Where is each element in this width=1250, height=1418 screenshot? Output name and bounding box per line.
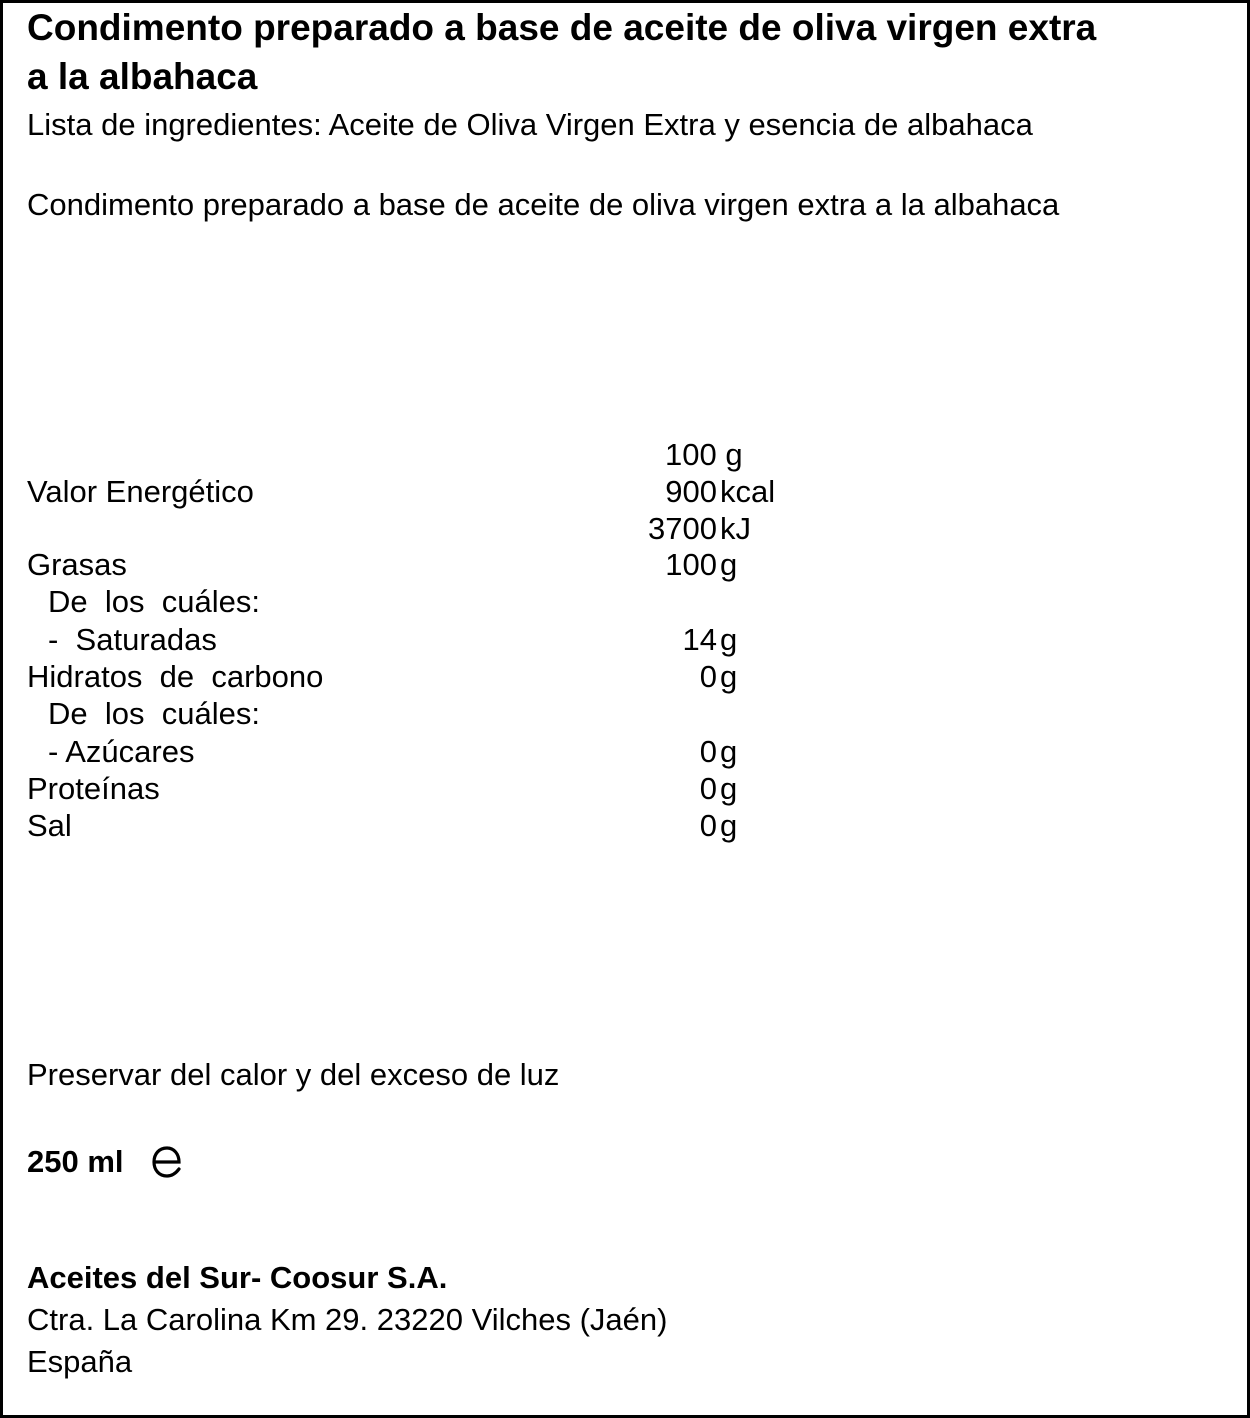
ingredients-list: Lista de ingredientes: Aceite de Oliva Virgen Extra y esencia de albahaca <box>27 107 1033 142</box>
carbs-label: Hidratos de carbono <box>27 659 324 694</box>
fat-value: 100 <box>665 547 717 582</box>
net-volume: 250 ml <box>27 1144 124 1179</box>
energy-kj-unit: kJ <box>720 511 751 546</box>
carbs-value: 0 <box>699 659 717 694</box>
protein-unit: g <box>720 771 738 806</box>
salt-label: Sal <box>27 808 72 843</box>
nutrition-header: 100 g <box>665 437 743 472</box>
company-address: Ctra. La Carolina Km 29. 23220 Vilches (Jaén) <box>27 1302 668 1337</box>
company-country: España <box>27 1344 133 1379</box>
product-title-line2: a la albahaca <box>27 56 258 97</box>
energy-kcal-value: 900 <box>665 474 717 509</box>
energy-kcal-unit: kcal <box>720 474 776 509</box>
fat-label: Grasas <box>27 547 127 582</box>
protein-label: Proteínas <box>27 771 160 806</box>
fat-unit: g <box>720 547 738 582</box>
sugars-unit: g <box>720 734 738 769</box>
carbs-unit: g <box>720 659 738 694</box>
sugars-value: 0 <box>699 734 717 769</box>
energy-kj-value: 3700 <box>648 511 717 546</box>
saturated-unit: g <box>720 622 738 657</box>
salt-value: 0 <box>699 808 717 843</box>
saturated-value: 14 <box>682 622 717 657</box>
sugars-label: - Azúcares <box>48 734 195 769</box>
product-title-line1: Condimento preparado a base de aceite de oliva virgen extra <box>27 7 1097 48</box>
estimated-sign-icon <box>149 1144 185 1180</box>
fat-sub-label: De los cuáles: <box>48 584 260 619</box>
protein-value: 0 <box>699 771 717 806</box>
salt-unit: g <box>720 808 738 843</box>
product-description: Condimento preparado a base de aceite de oliva virgen extra a la albahaca <box>27 187 1060 222</box>
carbs-sub-label: De los cuáles: <box>48 696 260 731</box>
storage-instructions: Preservar del calor y del exceso de luz <box>27 1057 560 1092</box>
company-name: Aceites del Sur- Coosur S.A. <box>27 1260 448 1295</box>
energy-label: Valor Energético <box>27 474 254 509</box>
saturated-label: - Saturadas <box>48 622 217 657</box>
